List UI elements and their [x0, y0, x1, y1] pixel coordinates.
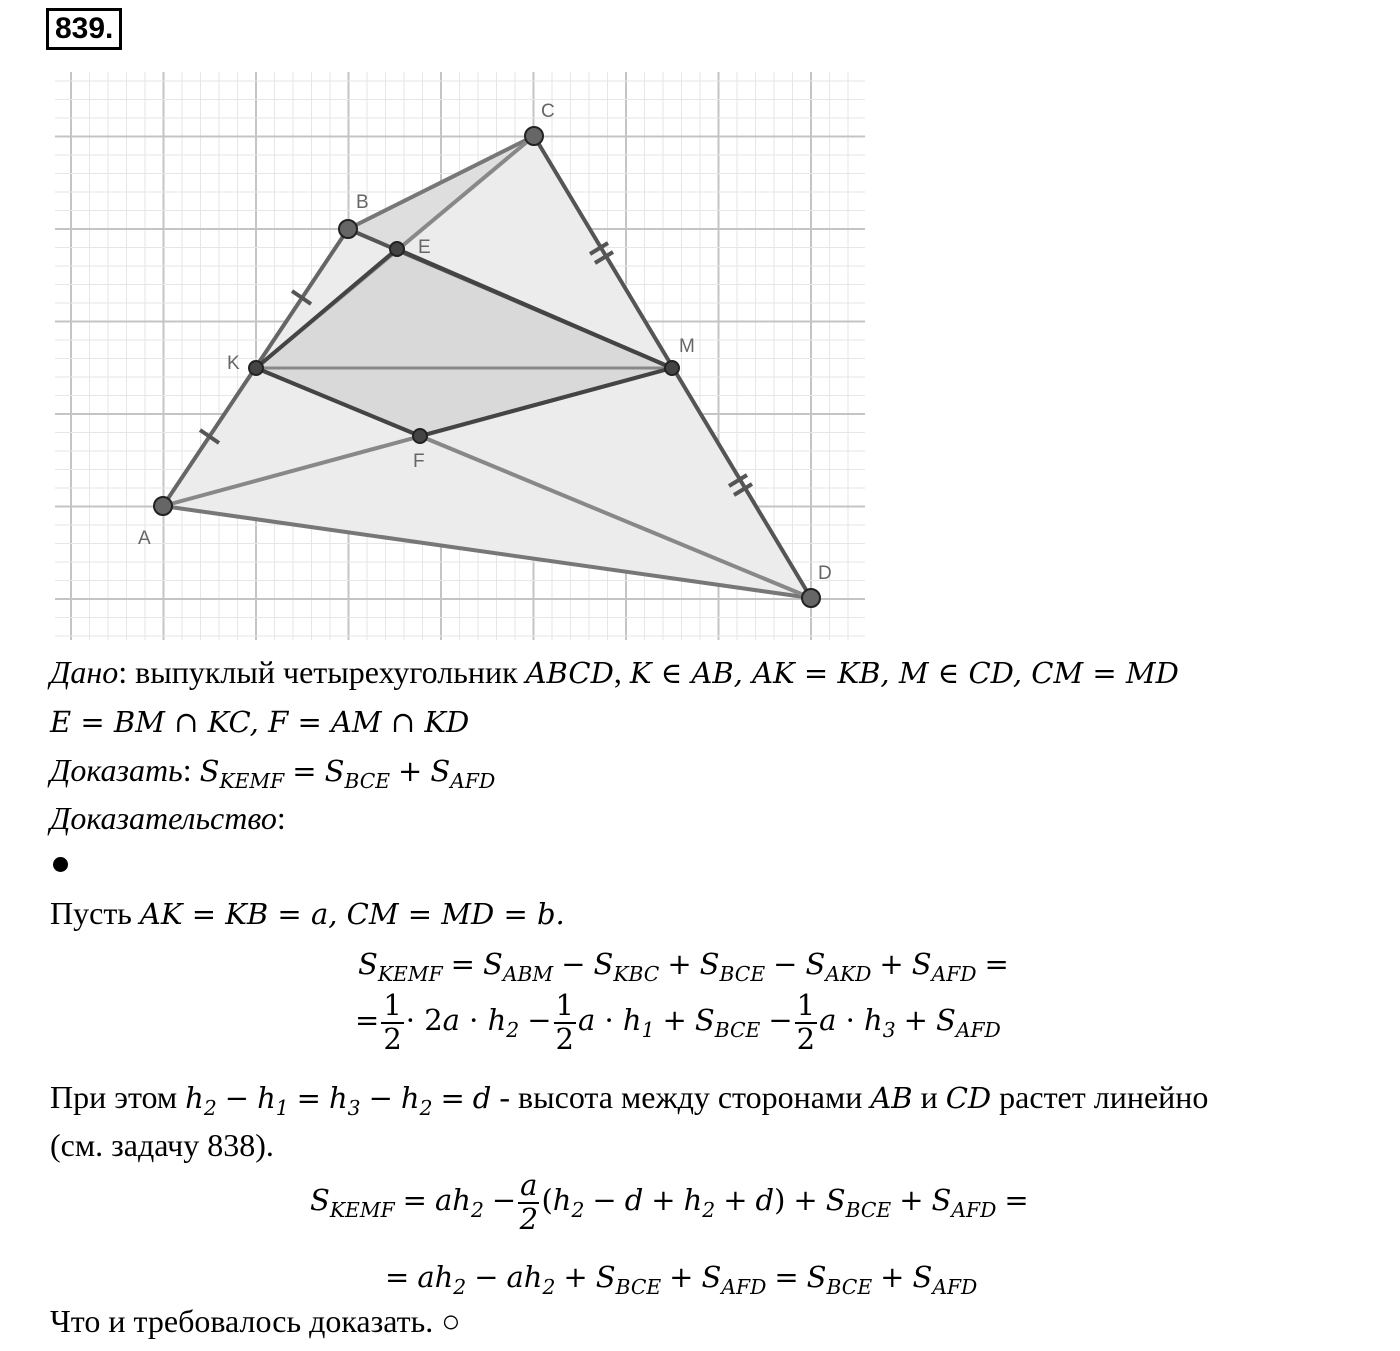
height-note-middle: - высота между сторонами — [499, 1079, 863, 1115]
point-b — [339, 220, 357, 238]
label-f: F — [413, 451, 425, 472]
equation-1: $S_{KEMF} = S_{ABM} - S_{KBC} + S_{BCE} - S_{AKD} + S_{AFD}$ = — [358, 947, 1009, 987]
let-word: Пусть — [50, 895, 132, 931]
height-note-start: При этом — [50, 1079, 178, 1115]
point-c — [525, 127, 543, 145]
equation-2: = $\frac{1}{2}$ · $2a \cdot h_2$ − $\frac{1}{2}$ $a \cdot h_1 + S_{BCE}$ − $\frac{1}{2}$ $a \cdot h_3 + S_{AFD}$ — [355, 988, 1001, 1056]
label-e: E — [418, 237, 431, 258]
given-text: выпуклый четырехугольник — [135, 654, 518, 690]
point-a — [154, 497, 172, 515]
label-d: D — [818, 563, 832, 584]
label-k: K — [227, 353, 240, 374]
reference-line: (см. задачу 838). — [50, 1127, 274, 1163]
height-note-line: При этом $h_2 - h_1 = h_3 - h_2 = d$ - высота между сторонами AB и CD растет линейно — [50, 1079, 1209, 1121]
point-f — [413, 429, 427, 443]
problem-number: 839. — [46, 8, 122, 50]
point-m — [665, 361, 679, 375]
point-e — [390, 242, 404, 256]
let-expression: AK = KB = a, CM = MD = b. — [139, 897, 565, 931]
label-c: C — [541, 101, 555, 122]
label-m: M — [679, 336, 695, 357]
prove-label: Доказать — [50, 752, 183, 788]
given-line-2 — [50, 703, 469, 740]
equation-4: = $ah_2 - ah_2 + S_{BCE} + S_{AFD} = S_{BCE} + S_{AFD}$ — [385, 1260, 978, 1300]
bullet — [53, 857, 68, 872]
given-intersections: E = BM ∩ KC, F = AM ∩ KD — [50, 705, 470, 739]
geometry-figure — [0, 0, 1400, 650]
proof-label: Доказательство — [50, 800, 277, 836]
given-label: Дано — [50, 654, 119, 690]
label-b: B — [356, 192, 369, 213]
given-line-1: Дано: выпуклый четырехугольник ABCD, K ∈ AB, AK = KB, M ∈ CD, CM = MD — [50, 654, 1179, 690]
conclusion-line: Что и требовалось доказать. ○ — [50, 1303, 461, 1339]
given-quad: ABCD — [525, 656, 614, 690]
point-d — [802, 589, 820, 607]
let-line — [50, 895, 565, 932]
point-k — [249, 361, 263, 375]
prove-line: Доказать: $S_{KEMF} = S_{BCE} + S_{AFD}$ — [50, 752, 496, 794]
given-conditions: K ∈ AB, AK = KB, M ∈ CD, CM = MD — [629, 656, 1179, 690]
proof-heading: Доказательство: — [50, 800, 286, 836]
label-a: A — [138, 528, 151, 549]
equation-3: $S_{KEMF} = ah_2$ − $\frac{a}{2}$ $(h_2 - d + h_2 + d) + S_{BCE} + S_{AFD}$ = — [310, 1168, 1029, 1236]
